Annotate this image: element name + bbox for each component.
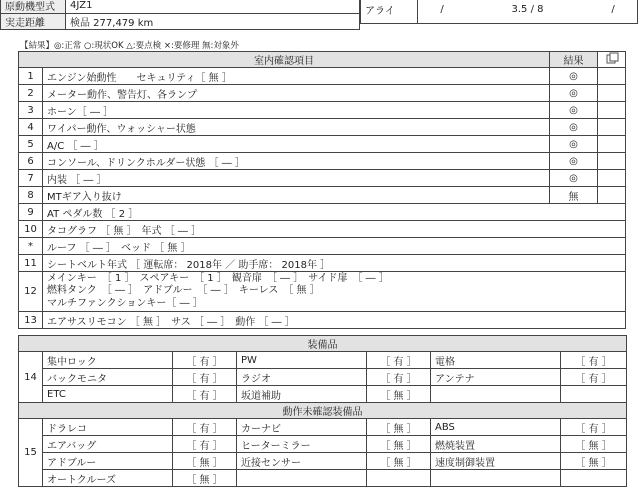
unconfirmed-name — [431, 470, 561, 487]
equipment-name: PW — [237, 352, 367, 369]
equipment-value: ［ 有 ］ — [173, 386, 237, 403]
unconfirmed-value: ［ 無 ］ — [561, 436, 627, 453]
row-spare — [598, 153, 626, 170]
unconfirmed-value — [561, 470, 627, 487]
equipment-value: ［ 有 ］ — [561, 369, 627, 386]
unconfirmed-name: 近接センサー — [237, 453, 367, 470]
mileage-value: 検品 277,479 km — [66, 14, 360, 30]
unconfirmed-name: アドブルー — [43, 453, 173, 470]
result-legend: 【結果】◎:正常 ○:現状OK △:要点検 ×:要修理 無:対象外 — [20, 41, 239, 51]
row-result: ◎ — [550, 102, 598, 119]
row-item: MTギア入り抜け — [43, 187, 550, 204]
row-result: 無 — [550, 187, 598, 204]
row-spare — [598, 187, 626, 204]
unconfirmed-value: ［ 無 ］ — [367, 453, 431, 470]
row-number: 6 — [19, 153, 43, 170]
row-item: AT ペダル数 ［ 2 ］ — [43, 204, 626, 221]
equipment-name: 電格 — [431, 352, 561, 369]
keys-line: メインキー ［ 1 ］ スペアキー ［ 1 ］ 観音扉 ［ ― ］ サイド扉 ［ ― ］ — [47, 272, 389, 284]
alignment-table — [360, 0, 638, 24]
multifunction-key-line: マルチファンクションキー［ ― ］ — [47, 297, 203, 309]
row-number: 5 — [19, 136, 43, 153]
unconfirmed-name: ヒーターミラー — [237, 436, 367, 453]
row-result: ◎ — [550, 119, 598, 136]
equipment-name — [431, 386, 561, 403]
row-result: ◎ — [550, 170, 598, 187]
equipment-name: ETC — [43, 386, 173, 403]
interior-section-title: 室内確認項目 — [19, 52, 550, 68]
row-number: 8 — [19, 187, 43, 204]
row-number: 13 — [19, 312, 43, 329]
unconfirmed-name: カーナビ — [237, 419, 367, 436]
row-number: 4 — [19, 119, 43, 136]
tank-line: 燃料タンク ［ ― ］ アドブルー ［ ― ］ キーレス ［ 無 ］ — [47, 285, 320, 297]
alignment-slash-right: / — [589, 0, 638, 23]
row-number: 10 — [19, 221, 43, 238]
equipment-value: ［ 有 ］ — [367, 352, 431, 369]
row-number: * — [19, 238, 43, 255]
row-result: ◎ — [550, 136, 598, 153]
row-number: 9 — [19, 204, 43, 221]
row-result: ◎ — [550, 85, 598, 102]
unconfirmed-name: オートクルーズ — [43, 470, 173, 487]
equipment-value — [561, 386, 627, 403]
row-item: A/C ［ ― ］ — [43, 136, 550, 153]
unconfirmed-name: 速度制御装置 — [431, 453, 561, 470]
row-item: ルーフ ［ ― ］ ベッド ［ 無 ］ — [43, 238, 626, 255]
row-number: 7 — [19, 170, 43, 187]
unconfirmed-section-title: 動作未確認装備品 — [19, 403, 627, 419]
copy-icon[interactable] — [598, 52, 626, 68]
row-number: 12 — [19, 272, 43, 312]
unconfirmed-value: ［ 無 ］ — [173, 453, 237, 470]
row-item: シートベルト年式 ［ 運転席： 2018年 ／ 助手席： 2018年 ］ — [43, 255, 626, 272]
row-spare — [598, 85, 626, 102]
interior-inspection-table — [18, 51, 626, 329]
row-spare — [598, 102, 626, 119]
equipment-value: ［ 無 ］ — [367, 386, 431, 403]
unconfirmed-value: ［ 無 ］ — [561, 453, 627, 470]
equipment-name: アンテナ — [431, 369, 561, 386]
unconfirmed-name: エアバッグ — [43, 436, 173, 453]
mileage-label: 実走距離 — [1, 14, 66, 30]
keys-and-parts-cell — [43, 272, 626, 312]
equipment-table — [18, 335, 627, 487]
row-spare — [598, 68, 626, 85]
unconfirmed-value: ［ 有 ］ — [561, 419, 627, 436]
unconfirmed-name: ドラレコ — [43, 419, 173, 436]
row-spare — [598, 136, 626, 153]
row-spare — [598, 119, 626, 136]
row-number: 3 — [19, 102, 43, 119]
equipment-name: ラジオ — [237, 369, 367, 386]
equipment-name: 坂道補助 — [237, 386, 367, 403]
row-item: メーター動作、警告灯、各ランプ — [43, 85, 550, 102]
row-item: エンジン始動性 セキュリティ［ 無 ］ — [43, 68, 550, 85]
alignment-value: 3.5 / 8 — [466, 0, 589, 23]
unconfirmed-name: 燃焼装置 — [431, 436, 561, 453]
row-number: 1 — [19, 68, 43, 85]
row-spare — [598, 170, 626, 187]
row-item: タコグラフ ［ 無 ］ 年式 ［ ― ］ — [43, 221, 626, 238]
equipment-name: 集中ロック — [43, 352, 173, 369]
alignment-label: アライ — [361, 0, 418, 23]
equipment-name: バックモニタ — [43, 369, 173, 386]
unconfirmed-value: ［ 無 ］ — [367, 436, 431, 453]
unconfirmed-name: ABS — [431, 419, 561, 436]
alignment-slash-left: / — [418, 0, 467, 23]
row-result: ◎ — [550, 68, 598, 85]
equipment-section-title: 装備品 — [19, 336, 627, 352]
equipment-value: ［ 有 ］ — [561, 352, 627, 369]
row-number: 2 — [19, 85, 43, 102]
vehicle-info-table — [0, 0, 360, 30]
unconfirmed-value: ［ 無 ］ — [367, 419, 431, 436]
equipment-value: ［ 有 ］ — [173, 352, 237, 369]
result-column-header: 結果 — [550, 52, 598, 68]
row-item: 内装 ［ ― ］ — [43, 170, 550, 187]
unconfirmed-value: ［ 有 ］ — [173, 436, 237, 453]
engine-type-value: 4JZ1 — [66, 0, 360, 14]
equipment-value: ［ 有 ］ — [367, 369, 431, 386]
unconfirmed-name — [237, 470, 367, 487]
row-item: コンソール、ドリンクホルダー状態 ［ ― ］ — [43, 153, 550, 170]
engine-type-label: 原動機型式 — [1, 0, 66, 14]
row-item: ホーン［ ― ］ — [43, 102, 550, 119]
unconfirmed-value: ［ 有 ］ — [173, 419, 237, 436]
row-result: ◎ — [550, 153, 598, 170]
equipment-value: ［ 有 ］ — [173, 369, 237, 386]
row-number: 11 — [19, 255, 43, 272]
row-number: 15 — [19, 419, 43, 487]
row-number: 14 — [19, 352, 43, 403]
row-item: ワイパー動作、ウォッシャー状態 — [43, 119, 550, 136]
unconfirmed-value — [367, 470, 431, 487]
unconfirmed-value: ［ 無 ］ — [173, 470, 237, 487]
row-item: エアサスリモコン ［ 無 ］ サス ［ ― ］ 動作 ［ ― ］ — [43, 312, 626, 329]
